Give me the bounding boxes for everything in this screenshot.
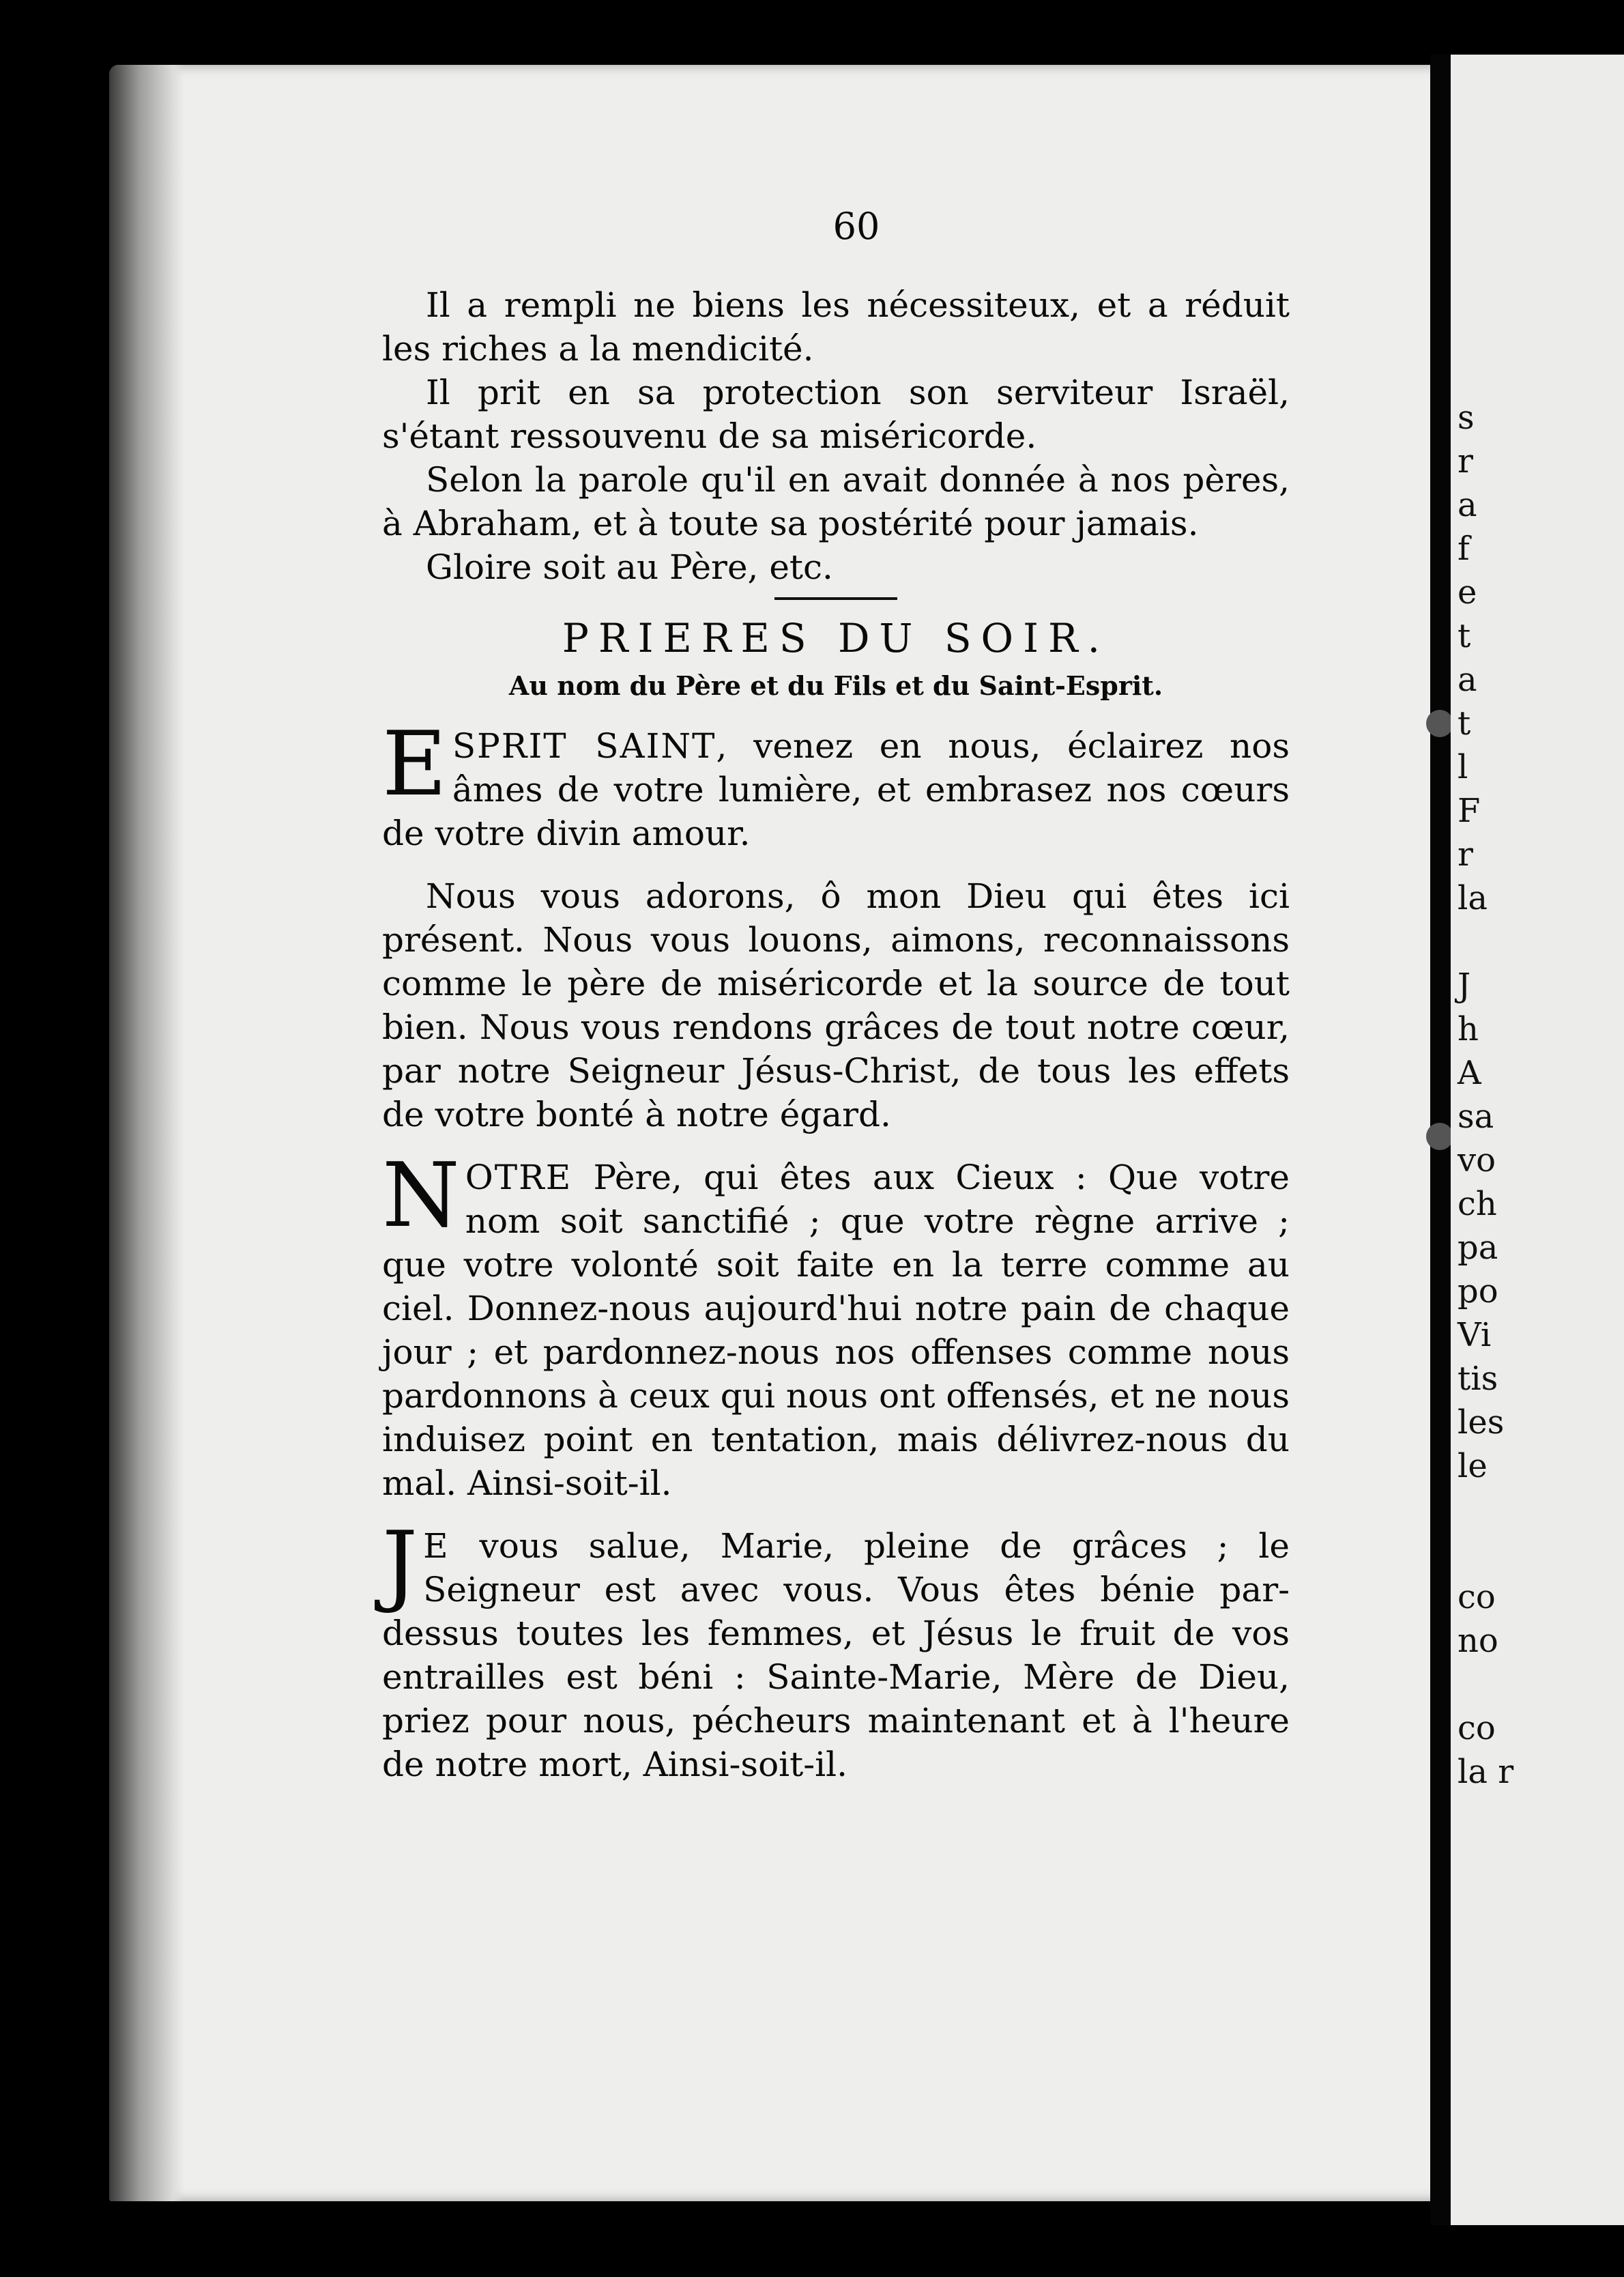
drop-cap: J [382, 1512, 418, 1616]
verse-paragraph: Gloire soit au Père, etc. [426, 547, 833, 587]
right-page-fragment: co [1458, 1709, 1496, 1747]
small-caps-lead: SPRIT SAINT [452, 726, 716, 766]
right-page-fragment: A [1458, 1054, 1481, 1092]
right-page-text [1458, 396, 1621, 1794]
right-page-fragment: l [1458, 748, 1468, 786]
right-page-fragment [1458, 1488, 1621, 1532]
section-divider [774, 597, 897, 600]
right-page-fragment: po [1458, 1272, 1498, 1311]
right-page-fragment: no [1458, 1622, 1498, 1660]
verse-paragraph: Il prit en sa protection son serviteur Israël, s'étant ressouvenu de sa miséricorde. [382, 373, 1290, 456]
right-page-fragment: e [1458, 573, 1477, 612]
right-page-fragment: r [1458, 442, 1473, 481]
prayer-adoration: Nous vous adorons, ô mon Dieu qui êtes ici présent. Nous vous louons, aimons, reconnaissons comme le père de miséricorde et la source de tout bien. Nous vous rendons grâces de tout notre cœur, par notre Seigneur Jésus-Christ, de tous les effets de votre bonté à notre égard. [382, 876, 1290, 1134]
drop-cap: N [382, 1143, 460, 1247]
right-page-fragment: co [1458, 1578, 1496, 1616]
page-edge-shadow [109, 65, 184, 2201]
right-page [1451, 55, 1624, 2225]
prayer-text: , venez en nous, éclairez nos âmes de votre lumière, et embrasez nos cœurs de votre divin amour. [382, 726, 1290, 853]
right-page-fragment [1458, 1663, 1621, 1706]
right-page-fragment: a [1458, 661, 1477, 699]
prayer-je-vous-salue [382, 1512, 1290, 1786]
section-title: PRIERES DU SOIR. [562, 615, 1110, 661]
page-content [382, 205, 1290, 1786]
right-page-fragment: J [1458, 966, 1471, 1005]
right-page-fragment: a [1458, 486, 1477, 524]
right-page-fragment: sa [1458, 1098, 1494, 1136]
right-page-fragment: la [1458, 879, 1488, 917]
small-caps-lead: OTRE [465, 1158, 572, 1197]
right-page-fragment: F [1458, 792, 1481, 830]
verse-paragraph: Il a rempli ne biens les nécessiteux, et a réduit les riches a la mendicité. [382, 285, 1290, 369]
right-page-fragment: les [1458, 1403, 1505, 1442]
right-page-fragment [1458, 1532, 1621, 1575]
right-page-fragment: le [1458, 1447, 1488, 1485]
right-page-fragment: f [1458, 530, 1470, 568]
drop-cap: E [382, 712, 447, 816]
verse-paragraph: Selon la parole qu'il en avait donnée à nos pères, à Abraham, et à toute sa postérité pour jamais. [382, 460, 1290, 543]
prayer-text: vous salue, Marie, pleine de grâces ; le Seigneur est avec vous. Vous êtes bénie par-dessus toutes les femmes, et Jésus le fruit de vos entrailles est béni : Sainte-Marie, Mère de Dieu, priez pour nous, pécheurs maintenant et à l'heure de notre mort, Ainsi-soit-il. [382, 1526, 1290, 1784]
right-page-fragment: s [1458, 399, 1475, 437]
right-page-fragment: pa [1458, 1229, 1498, 1267]
right-page-fragment: r [1458, 835, 1473, 874]
prayer-notre-pere [382, 1143, 1290, 1505]
right-page-fragment: t [1458, 617, 1471, 655]
right-page-fragment: tis [1458, 1360, 1498, 1398]
prayer-esprit-saint [382, 712, 1290, 855]
right-page-fragment: t [1458, 704, 1471, 743]
right-page-fragment: vo [1458, 1141, 1496, 1179]
page-number: 60 [832, 205, 880, 248]
right-page-fragment: Vi [1458, 1316, 1492, 1354]
right-page-fragment [1458, 920, 1621, 964]
right-page-fragment: la r [1458, 1753, 1514, 1791]
binding-thread [1426, 710, 1453, 737]
prayer-text: Père, qui êtes aux Cieux : Que votre nom soit sanctifié ; que votre règne arrive ; que votre volonté soit faite en la terre comme au ciel. Donnez-nous aujourd'hui notre pain de chaque jour ; et pardonnez-nous nos offenses comme nous pardonnons à ceux qui nous ont offensés, et ne nous induisez point en tentation, mais délivrez-nous du mal. Ainsi-soit-il. [382, 1158, 1290, 1503]
right-page-fragment: h [1458, 1010, 1479, 1048]
section-subtitle: Au nom du Père et du Fils et du Saint-Esprit. [508, 670, 1163, 701]
right-page-fragment: ch [1458, 1185, 1497, 1223]
binding-thread [1426, 1123, 1453, 1150]
small-caps-lead: E [423, 1526, 450, 1566]
